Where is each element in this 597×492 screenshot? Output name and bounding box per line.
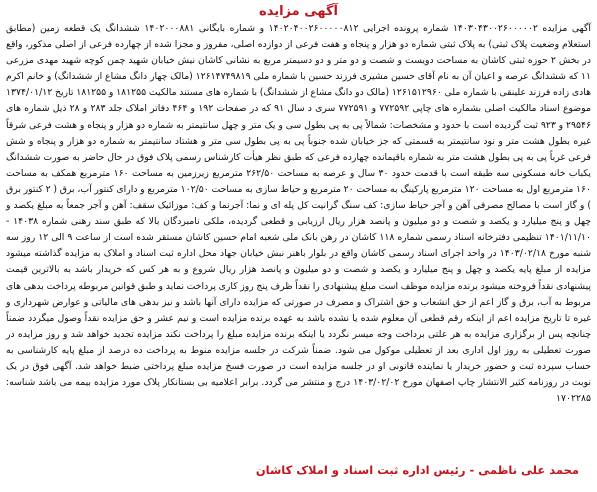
notice-signature: محمد علی ناظمی - رئیس اداره ثبت اسناد و املاک کاشان [255,463,579,477]
notice-title: آگهی مزایده [259,4,338,19]
notice-body: آگهی مزایده ۱۴۰۳۰۴۳۰۰۲۶۰۰۰۰۰۲ شماره پرونده اجرایی ۱۴۰۲۰۴۰۰۲۶۰۰۰۰۰۸۱۲ و شماره بایگانی ۱۴۰۲۰۰۰۸۸۱ ششدانگ یک قطعه زمین (مطابق استعلام وضعیت پلاک ثبتی) به پلاک ثبتی شماره دو هزار و پنجاه و هفت فرعی از دوازده اصلی، مفروز و مجزا شده از چهارده فرعی از اصلی مذکور، واقع در بخش ۲ حوزه ثبتی کاشان به مساحت دویست و شصت و دو متر و دو دسیمتر مربع به نشانی کاشان نیش خیابان شهید چمن کوچه شهید مهدی مزرعی ۱۱ که ششدانگ عرصه و اعیان آن به نام آقای حسین مشیری فرزند حسین با شماره ملی ۱۲۶۱۴۷۴۹۸۱۹ (مالک چهار دانگ مشاع از ششدانگ) و خانم اکرم هادی زاده فرزند علینقی با شماره ملی ۱۲۶۱۵۱۲۹۶۰ (مالک دو دانگ مشاع از ششدانگ) با شماره های مستند مالکیت ۱۸۱۲۵۵ و ۱۸۱۲۵۵ تاریخ ۱۳۷۴/۰۱/۱۲ موضوع اسناد مالکیت اصلی بشماره های چاپی ۷۷۲۵۹۲ و ۷۷۲۵۹۱ سری د سال ۹۱ که در صفحات ۱۹۲ و ۴۶۴ دفاتر املاک جلد ۲۸۳ و ۲۸ ذیل شماره های ۲۹۵۴۶ و ۹۲۳ ثبت گردیده است با حدود و مشخصات: شمالاً پی به پی بطول سی و یک متر و چهل سانتیمتر به شماره دو هزار و پنجاه و هشت فرعی شرقاً غیره بطول هشت متر و نود سانتیمتر به قسمتی که جز خیابان شده جنوباً پی به پی بطول سی متر و هشتاد سانتیمتر به شماره دو هزار و پنجاه و شش فرعی غرباً پی به پی بطول هشت متر به شماره باقیمانده چهارده فرعی که طبق نظر هیأت کارشناس رسمی پلاک فوق در حال حاضر به صورت ششدانگ یکباب خانه مسکونی سه طبقه است با قدمت حدود ۳۰ سال و عرصه به مساحت ۲۶۲/۵۰ مترمربع زیرزمین به مساحت ۱۶۰ مترمربع همکف به مساحت ۱۶۰ مترمربع اول به مساحت ۱۲۰ مترمربع پارکینگ به مساحت ۲۰ مترمربع و حیاط سازی به مساحت ۱۰۲/۵۰ مترمربع و دارای کنتور آب، برق ( ۲ کنتور برق ) و گاز است با مصالح مصرفی آهن و آجر حیاط سازی: کف سنگ گرانیت کل پله ای و نما: آجرنما و کف: موزائیک سقف: آهن و آجر جمعاً به مبلغ یکصد و چهل و پنج میلیارد و یکصد و شصت و دو میلیون و پانصد هزار ریال ارزیابی و قطعی گردیده، ملکی نامبردگان بالا که طبق سند رهنی شماره ۱۴۰۳۸ - ۱۴۰۱/۱۱/۱۰ تنظیمی دفترخانه اسناد رسمی شماره ۱۱۸ کاشان در رهن بانک ملی شعبه امام حسین کاشان مستقر شده است از ساعت ۹ الی ۱۲ روز سه شنبه مورخ ۱۴۰۳/۰۲/۱۸ در واحد اجرای اسناد رسمی کاشان واقع در بلوار باهنر نبش خیابان جهاد محل اداره ثبت اسناد و املاک به مزایده گذاشته میشود مزایده از مبلغ پایه یکصد و چهل و پنج میلیارد و یکصد و شصت و دو میلیون و پانصد هزار ریال شروع و به هر کس که خریدار باشد به بالاترین قیمت پیشنهادی نقداً فروخته میشود برنده مزایده موظف است مبلغ پیشنهادی را نقداً ظرف پنج روز کاری پرداخت نماید و طبق قوانین مربوطه پرداخت بدهی های مربوط به آب، برق و گاز اعم از حق انشعاب و حق اشتراک و مصرف در صورتی که مزایده دارای آنها باشد و نیز بدهی های مالیاتی و عوارض شهرداری و غیره تا تاریخ مزایده اعم از اینکه رقم قطعی آن معلوم شده یا نشده باشد به عهده برنده مزایده است و نیم عشر و حق مزایده نقداً وصول میگردد ضمناً چنانچه پس از برگزاری مزایده به هر علتی برداخت وجه میسر نگردد یا اینکه برنده مزایده مبلغ را پرداخت نکند مزایده تجدید خواهد شد و روز مزایده در صورت تعطیلی به روز اول اداری بعد از تعطیلی موکول می شود. ضمناً شرکت در جلسه مزایده منوط به پرداخت ده درصد از مبلغ پایه کارشناسی به حساب سپرده ثبت و حضور خریدار یا نماینده قانونی او در جلسه مزایده است در صورت فسخ مزایده مبلغ پرداختی ضبط خواهد شد. آگهی فوق در یک نوبت در روزنامه کثیر الانتشار چاپ اصفهان مورخ ۱۴۰۳/۰۲/۰۲ درج و منتشر می گردد. برابر اعلامیه بی بستانکار پلاک مورد مزایده بیمه می باشد شناسه: ۱۷۰۲۲۸۵ [6,23,592,405]
